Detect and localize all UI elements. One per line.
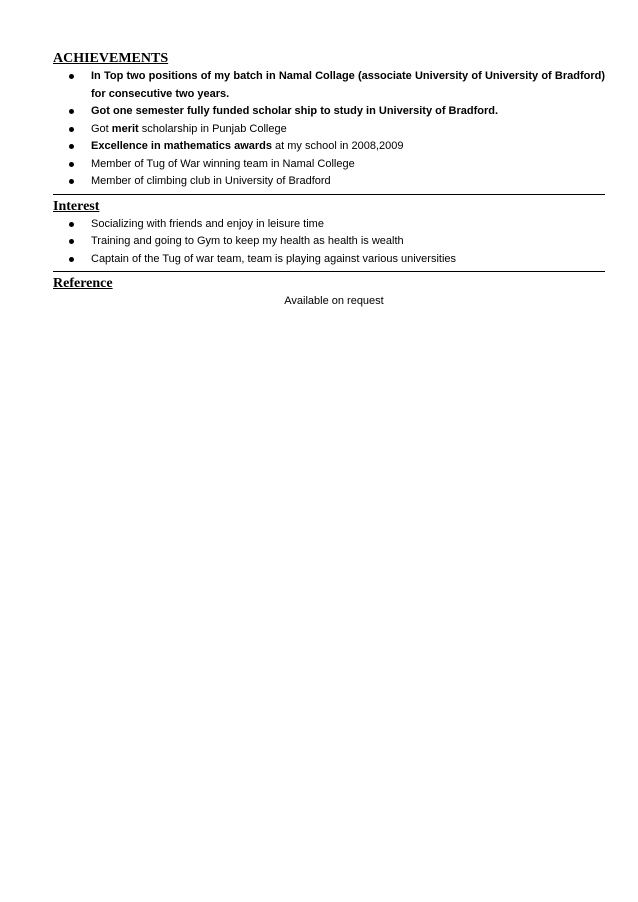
bullet-icon xyxy=(69,239,74,244)
bullet-icon xyxy=(69,179,74,184)
interest-item xyxy=(53,251,605,269)
interest-heading: Interest xyxy=(53,198,100,214)
bullet-icon xyxy=(69,144,74,149)
interest-list xyxy=(53,216,605,269)
achievement-bold-text: merit xyxy=(111,122,139,135)
achievement-item xyxy=(53,103,605,121)
section-divider xyxy=(53,194,605,195)
reference-section xyxy=(53,275,605,310)
bullet-icon xyxy=(69,257,74,262)
interest-text: Captain of the Tug of war team, team is playing against various universities xyxy=(91,252,457,265)
achievement-item xyxy=(53,121,605,139)
interest-item xyxy=(53,233,605,251)
reference-text: Available on request xyxy=(284,295,384,307)
bullet-icon xyxy=(69,109,74,114)
achievement-text: Member of climbing club in University of Bradford xyxy=(91,175,331,187)
resume-page xyxy=(53,50,605,310)
achievement-text: scholarship in Punjab College xyxy=(138,122,287,135)
bullet-icon xyxy=(69,222,74,227)
achievement-text: at my school in 2008,2009 xyxy=(271,140,404,152)
achievement-item xyxy=(53,138,605,156)
achievement-bold-text: Excellence in mathematics awards xyxy=(91,140,272,152)
achievement-text: Got xyxy=(91,122,112,135)
achievement-item xyxy=(53,156,605,174)
achievement-bold-text: Got one semester fully funded scholar ship to study in University of Bradford. xyxy=(91,105,499,117)
achievement-bold-text: In Top two positions of my batch in Namal Collage (associate University of University of Bradford) for consecutive two years. xyxy=(91,70,605,100)
interest-section xyxy=(53,198,605,269)
section-divider xyxy=(53,271,605,272)
achievements-heading: ACHIEVEMENTS xyxy=(53,51,169,66)
bullet-icon xyxy=(69,74,74,79)
achievements-list xyxy=(53,68,605,191)
achievement-item xyxy=(53,68,605,103)
bullet-icon xyxy=(69,127,74,132)
achievement-item xyxy=(53,173,605,191)
achievement-text: Member of Tug of War winning team in Namal College xyxy=(91,157,355,170)
bullet-icon xyxy=(69,162,74,167)
interest-item xyxy=(53,216,605,234)
interest-text: Training and going to Gym to keep my health as health is wealth xyxy=(91,235,404,247)
reference-heading: Reference xyxy=(53,276,113,291)
achievements-section xyxy=(53,50,605,191)
interest-text: Socializing with friends and enjoy in leisure time xyxy=(91,217,324,230)
